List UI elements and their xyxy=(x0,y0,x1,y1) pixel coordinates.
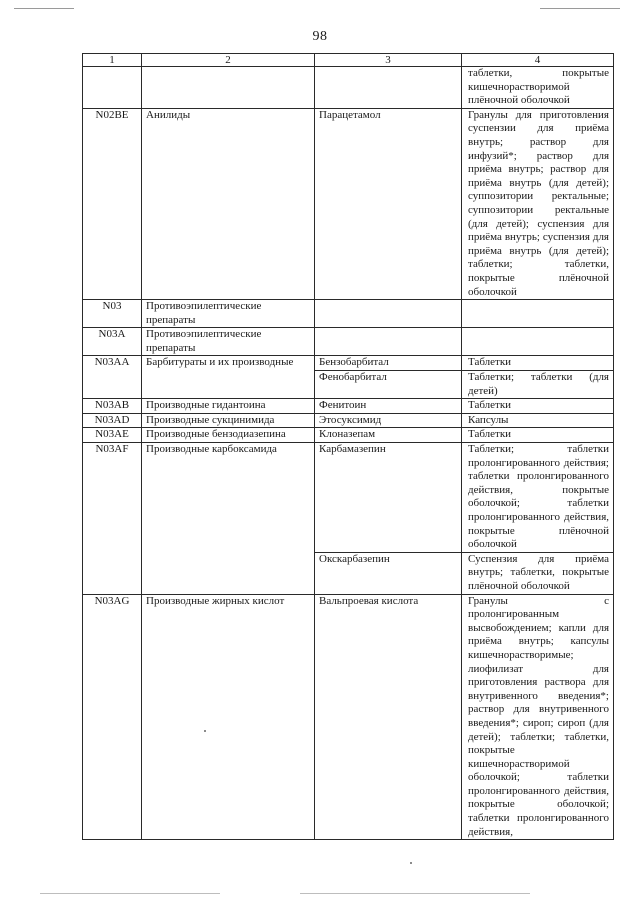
dosage-forms: Таблетки xyxy=(462,399,614,414)
substance-name: Фенитоин xyxy=(315,399,462,414)
group-name: Барбитураты и их производные xyxy=(142,356,315,399)
atc-code: N03AE xyxy=(83,428,142,443)
group-name: Противоэпилептические препараты xyxy=(142,328,315,356)
group-name xyxy=(142,67,315,109)
atc-code xyxy=(83,67,142,109)
scan-edge-mark xyxy=(40,893,220,894)
dosage-forms: Таблетки; таблетки (для детей) xyxy=(462,371,614,399)
table-row xyxy=(83,428,614,443)
atc-code: N03AA xyxy=(83,356,142,399)
table-row xyxy=(83,443,614,553)
table-row xyxy=(83,413,614,428)
page-number: 98 xyxy=(312,29,328,44)
scan-speck xyxy=(410,862,412,864)
header-col-2: 2 xyxy=(142,54,315,67)
atc-code: N03A xyxy=(83,328,142,356)
dosage-forms: Таблетки xyxy=(462,356,614,371)
group-name: Производные жирных кислот xyxy=(142,594,315,840)
table-header-row xyxy=(83,54,614,67)
substance-name: Парацетамол xyxy=(315,108,462,299)
scan-edge-mark xyxy=(300,893,530,894)
table-row xyxy=(83,356,614,371)
atc-code: N03 xyxy=(83,300,142,328)
header-col-1: 1 xyxy=(83,54,142,67)
atc-code: N03AD xyxy=(83,413,142,428)
substance-name: Этосуксимид xyxy=(315,413,462,428)
dosage-forms xyxy=(462,300,614,328)
group-name: Производные гидантоина xyxy=(142,399,315,414)
group-name: Производные сукцинимида xyxy=(142,413,315,428)
substance-name: Фенобарбитал xyxy=(315,371,462,399)
table-row xyxy=(83,108,614,299)
table-row xyxy=(83,67,614,109)
dosage-forms: Капсулы xyxy=(462,413,614,428)
substance-name xyxy=(315,328,462,356)
dosage-forms: Таблетки xyxy=(462,428,614,443)
substance-name: Клоназепам xyxy=(315,428,462,443)
substance-name: Вальпроевая кислота xyxy=(315,594,462,840)
atc-code: N02BE xyxy=(83,108,142,299)
group-name: Производные карбоксамида xyxy=(142,443,315,595)
group-name: Производные бензодиазепина xyxy=(142,428,315,443)
group-name: Противоэпилептические препараты xyxy=(142,300,315,328)
substance-name xyxy=(315,67,462,109)
header-col-3: 3 xyxy=(315,54,462,67)
dosage-forms: Таблетки; таблетки пролонгированного действия; таблетки пролонгированного действия, покрытые оболочкой; таблетки пролонгированного действия, покрытые плёночной оболочкой xyxy=(462,443,614,553)
dosage-forms: Гранулы для приготовления суспензии для приёма внутрь; раствор для инфузий*; раствор для приёма внутрь; раствор для приёма внутрь (для детей); суппозитории ректальные; суппозитории ректальные (для детей); суспензия для приёма внутрь; суспензия для приёма внутрь (для детей); таблетки; таблетки, покрытые плёночной оболочкой xyxy=(462,108,614,299)
atc-code: N03AG xyxy=(83,594,142,840)
scan-edge-mark xyxy=(540,8,620,9)
dosage-forms xyxy=(462,328,614,356)
substance-name: Окскарбазепин xyxy=(315,552,462,594)
scan-speck xyxy=(204,730,206,732)
dosage-forms: Гранулы с пролонгированным высвобождением; капли для приёма внутрь; капсулы кишечнорастворимые; лиофилизат для приготовления раствора для внутривенного введения*; раствор для внутривенного введения*; сироп; сироп (для детей); таблетки; таблетки, покрытые кишечнорастворимой оболочкой; таблетки пролонгированного действия, покрытые оболочкой; таблетки пролонгированного действия, xyxy=(462,594,614,840)
scan-edge-mark xyxy=(14,8,74,9)
header-col-4: 4 xyxy=(462,54,614,67)
table-row xyxy=(83,300,614,328)
atc-code: N03AB xyxy=(83,399,142,414)
drug-classification-table xyxy=(82,53,614,840)
dosage-forms: Суспензия для приёма внутрь; таблетки, покрытые плёночной оболочкой xyxy=(462,552,614,594)
substance-name: Карбамазепин xyxy=(315,443,462,553)
substance-name: Бензобарбитал xyxy=(315,356,462,371)
table-row xyxy=(83,328,614,356)
dosage-forms: таблетки, покрытые кишечнорастворимой плёночной оболочкой xyxy=(462,67,614,109)
substance-name xyxy=(315,300,462,328)
atc-code: N03AF xyxy=(83,443,142,595)
table-row xyxy=(83,399,614,414)
group-name: Анилиды xyxy=(142,108,315,299)
table-row xyxy=(83,594,614,840)
